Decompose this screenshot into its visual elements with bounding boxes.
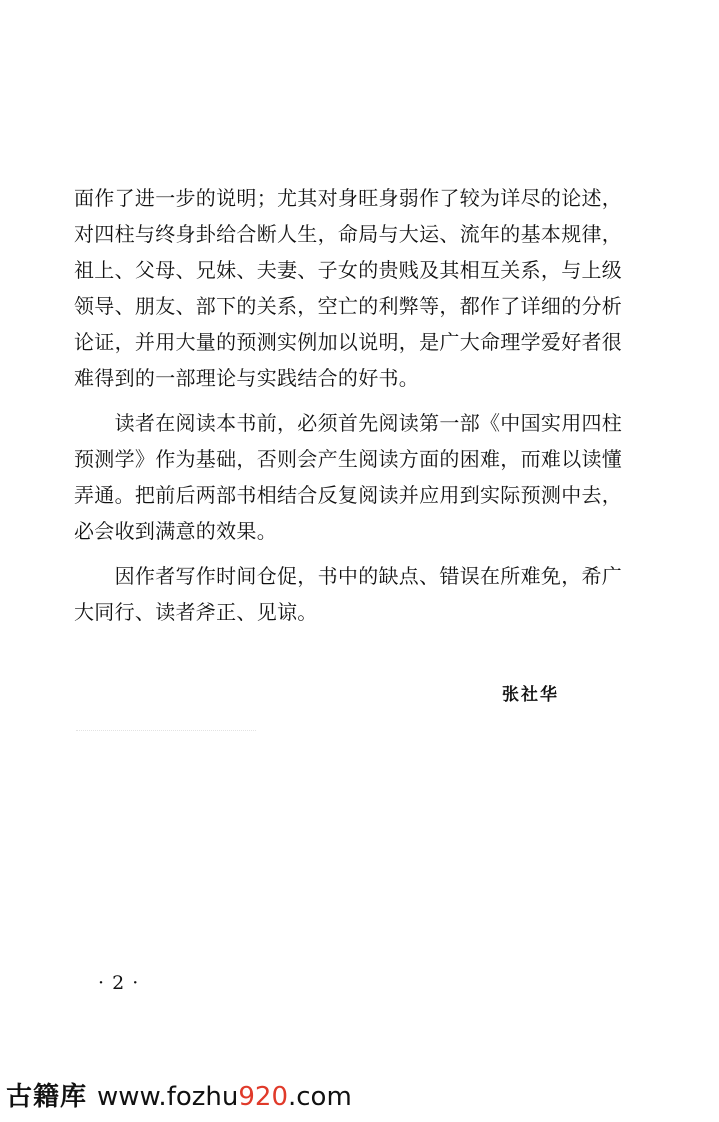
text-line: 预测学》作为基础，否则会产生阅读方面的困难，而难以读懂: [74, 447, 623, 471]
text-line: 领导、朋友、部下的关系，空亡的利弊等，都作了详细的分析: [74, 294, 623, 318]
watermark-url-number: 920: [238, 1082, 288, 1112]
watermark-url-suffix: .com: [288, 1082, 352, 1112]
site-watermark: [6, 1077, 352, 1117]
text-line: 面作了进一步的说明；尤其对身旺身弱作了较为详尽的论述，: [74, 186, 623, 210]
author-signature: 张社华: [502, 685, 559, 705]
text-line: 大同行、读者斧正、见谅。: [74, 600, 318, 624]
text-line: 难得到的一部理论与实践结合的好书。: [74, 366, 420, 390]
text-line: 因作者写作时间仓促，书中的缺点、错误在所难免，希广: [74, 564, 623, 588]
page-number: · 2 ·: [98, 972, 140, 994]
text-line: 对四柱与终身卦给合断人生，命局与大运、流年的基本规律，: [74, 222, 623, 246]
scan-speckle-divider: [76, 730, 256, 737]
text-line: 论证，并用大量的预测实例加以说明，是广大命理学爱好者很: [74, 330, 623, 354]
text-line: 弄通。把前后两部书相结合反复阅读并应用到实际预测中去，: [74, 483, 623, 507]
text-line: 读者在阅读本书前，必须首先阅读第一部《中国实用四柱: [74, 411, 623, 435]
watermark-site-name: 古籍库: [6, 1082, 88, 1112]
watermark-url-prefix: www.fozhu: [97, 1082, 239, 1112]
text-line: 祖上、父母、兄妹、夫妻、子女的贵贱及其相互关系，与上级: [74, 258, 623, 282]
text-line: 必会收到满意的效果。: [74, 519, 277, 543]
